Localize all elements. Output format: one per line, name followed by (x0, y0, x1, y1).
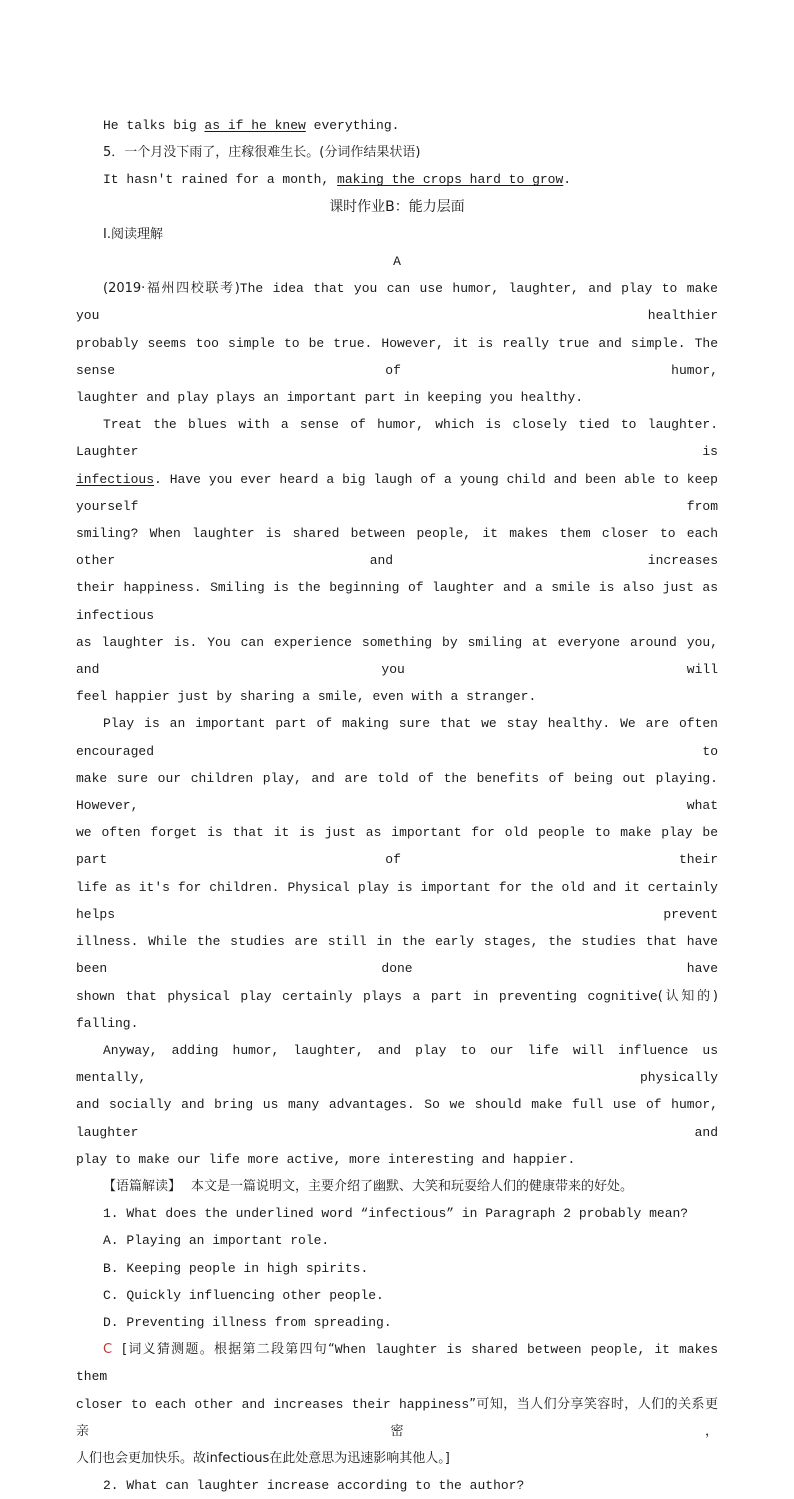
passage-p2-line4: their happiness. Smiling is the beginning of laughter and a smile is also just as infectious (76, 580, 718, 623)
q1-answer-letter: C (103, 1342, 113, 1358)
passage-p3-line6: shown that physical play certainly plays a part in preventing cognitive(认知的) falling. (76, 988, 718, 1031)
passage-p3-line1: Play is an important part of making sure that we stay healthy. We are often encouraged to (76, 716, 718, 759)
passage-p3-line4: life as it's for children. Physical play is important for the old and it certainly helps prevent (76, 879, 718, 922)
passage-p4-line3: play to make our life more active, more interesting and happier. (76, 1151, 576, 1167)
q1-option-b: B. Keeping people in high spirits. (103, 1260, 369, 1276)
q1-option-a: A. Playing an important role. (103, 1233, 330, 1249)
q1-explanation-line2: closer to each other and increases their happiness”可知，当人们分享笑容时，人们的关系更亲密， (76, 1396, 718, 1439)
item5-answer (76, 166, 718, 193)
part-heading: Ⅰ.阅读理解 (103, 226, 163, 242)
q1-explanation-line1: C [词义猜测题。根据第二段第四句“When laughter is shared between people, it makes them (76, 1342, 718, 1385)
item5-answer-before: It hasn't rained for a month, (103, 172, 338, 188)
passage-p1-line2: probably seems too simple to be true. However, it is really true and simple. The sense of humor, (76, 335, 718, 378)
q1-option-c: C. Quickly influencing other people. (103, 1287, 384, 1303)
q2-stem: 2. What can laughter increase according to the author? (103, 1478, 525, 1494)
section-title: 课时作业B：能力层面 (329, 198, 465, 215)
example-before: He talks big (103, 118, 205, 133)
example-after: everything. (305, 118, 400, 133)
q1-explanation-line3: 人们也会更加快乐。故infectious在此处意思为迅速影响其他人。] (76, 1450, 450, 1466)
document-page (76, 112, 718, 1499)
passage-source: (2019·福州四校联考) (103, 281, 240, 297)
passage-p3-line2: make sure our children play, and are told of the benefits of being out playing. However, what (76, 770, 718, 814)
passage-p2-line3: smiling? When laughter is shared between people, it makes them closer to each other and increases (76, 526, 718, 569)
item5-answer-after: . (563, 172, 572, 188)
passage-p2-line6: feel happier just by sharing a smile, even with a stranger. (76, 689, 537, 705)
passage-label: A (393, 254, 401, 270)
passage-p1-line1: (2019·福州四校联考)The idea that you can use humor, laughter, and play to make you healthier (76, 281, 718, 324)
q1-stem: 1. What does the underlined word “infectious” in Paragraph 2 probably mean? (103, 1206, 689, 1222)
analysis-text: 本文是一篇说明文，主要介绍了幽默、大笑和玩耍给人们的健康带来的好处。 (191, 1178, 634, 1194)
gloss-cognitive: (认知的) (657, 988, 718, 1004)
item5-prompt: 5．一个月没下雨了，庄稼很难生长。(分词作结果状语) (103, 145, 421, 161)
passage-p2-line5: as laughter is. You can experience something by smiling at everyone around you, and you will (76, 634, 718, 678)
passage-p1-line3: laughter and play plays an important part in keeping you healthy. (76, 390, 584, 406)
analysis-label: 【语篇解读】 (103, 1178, 182, 1194)
example-sentence (76, 112, 718, 139)
q1-option-d: D. Preventing illness from spreading. (103, 1314, 392, 1330)
passage-p4-line2: and socially and bring us many advantages. So we should make full use of humor, laughter and (76, 1097, 718, 1140)
passage-p2-line2: infectious. Have you ever heard a big laugh of a young child and been able to keep yourself from (76, 471, 718, 514)
passage-p4-line1: Anyway, adding humor, laughter, and play to our life will influence us mentally, physically (76, 1042, 718, 1086)
underlined-word-infectious: infectious (76, 471, 155, 487)
passage-p3-line3: we often forget is that it is just as important for old people to make play be part of their (76, 825, 718, 868)
passage-analysis (76, 1173, 718, 1200)
example-underlined: as if he knew (204, 118, 306, 133)
passage-p2-line1: Treat the blues with a sense of humor, which is closely tied to laughter. Laughter is (76, 417, 718, 460)
passage-p3-line5: illness. While the studies are still in the early stages, the studies that have been done have (76, 934, 718, 977)
item5-answer-underlined: making the crops hard to grow (337, 172, 564, 188)
